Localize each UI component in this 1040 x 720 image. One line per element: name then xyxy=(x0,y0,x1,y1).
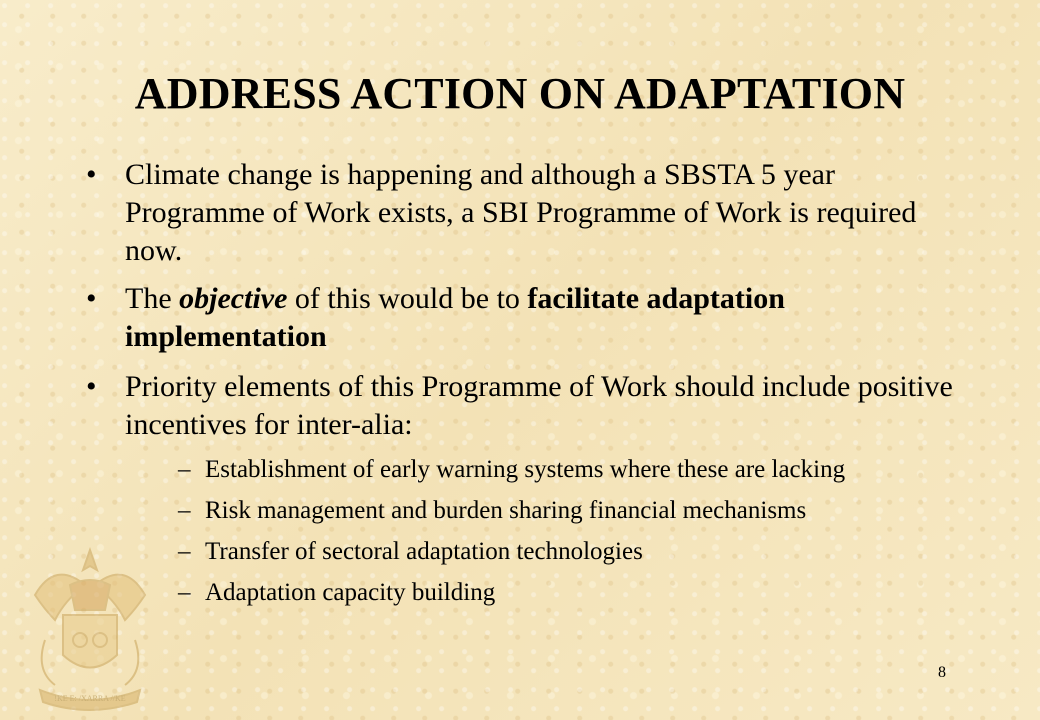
sub-item xyxy=(86,577,966,608)
sub-item-text: Transfer of sectoral adaptation technologies xyxy=(205,538,643,565)
bullet-text-part: The xyxy=(125,282,180,315)
emphasis-facilitate: facilitate adaptation implementation xyxy=(125,282,785,353)
sub-item-text: Adaptation capacity building xyxy=(205,579,496,606)
dash-marker: – xyxy=(178,456,191,483)
sub-item xyxy=(86,536,966,567)
bullet-item xyxy=(86,280,966,356)
sub-item xyxy=(86,454,966,485)
bullet-marker: • xyxy=(86,158,97,191)
sub-item-text: Establishment of early warning systems where these are lacking xyxy=(205,456,846,483)
slide-title: ADDRESS ACTION ON ADAPTATION xyxy=(134,69,906,118)
bullet-marker: • xyxy=(86,370,97,403)
bullet-text: Climate change is happening and although a SBSTA 5 year Programme of Work exists, a SBI Programme of Work is required now. xyxy=(125,158,917,267)
bullet-text: Priority elements of this Programme of Work should include positive incentives for inter-alia: xyxy=(125,370,953,441)
dash-marker: – xyxy=(178,497,191,524)
page-number: 8 xyxy=(938,664,946,681)
sub-item-text: Risk management and burden sharing financial mechanisms xyxy=(205,497,807,524)
bullet-marker: • xyxy=(86,282,97,315)
bullet-item xyxy=(86,368,966,444)
crest-motto: !KE E: /XARRA //KE xyxy=(54,694,126,703)
emphasis-objective: objective xyxy=(179,282,288,315)
bullet-text-part: of this would be to xyxy=(287,282,528,315)
bullet-list xyxy=(86,156,966,618)
dash-marker: – xyxy=(178,538,191,565)
bullet-item xyxy=(86,156,966,270)
sub-item xyxy=(86,495,966,526)
dash-marker: – xyxy=(178,579,191,606)
